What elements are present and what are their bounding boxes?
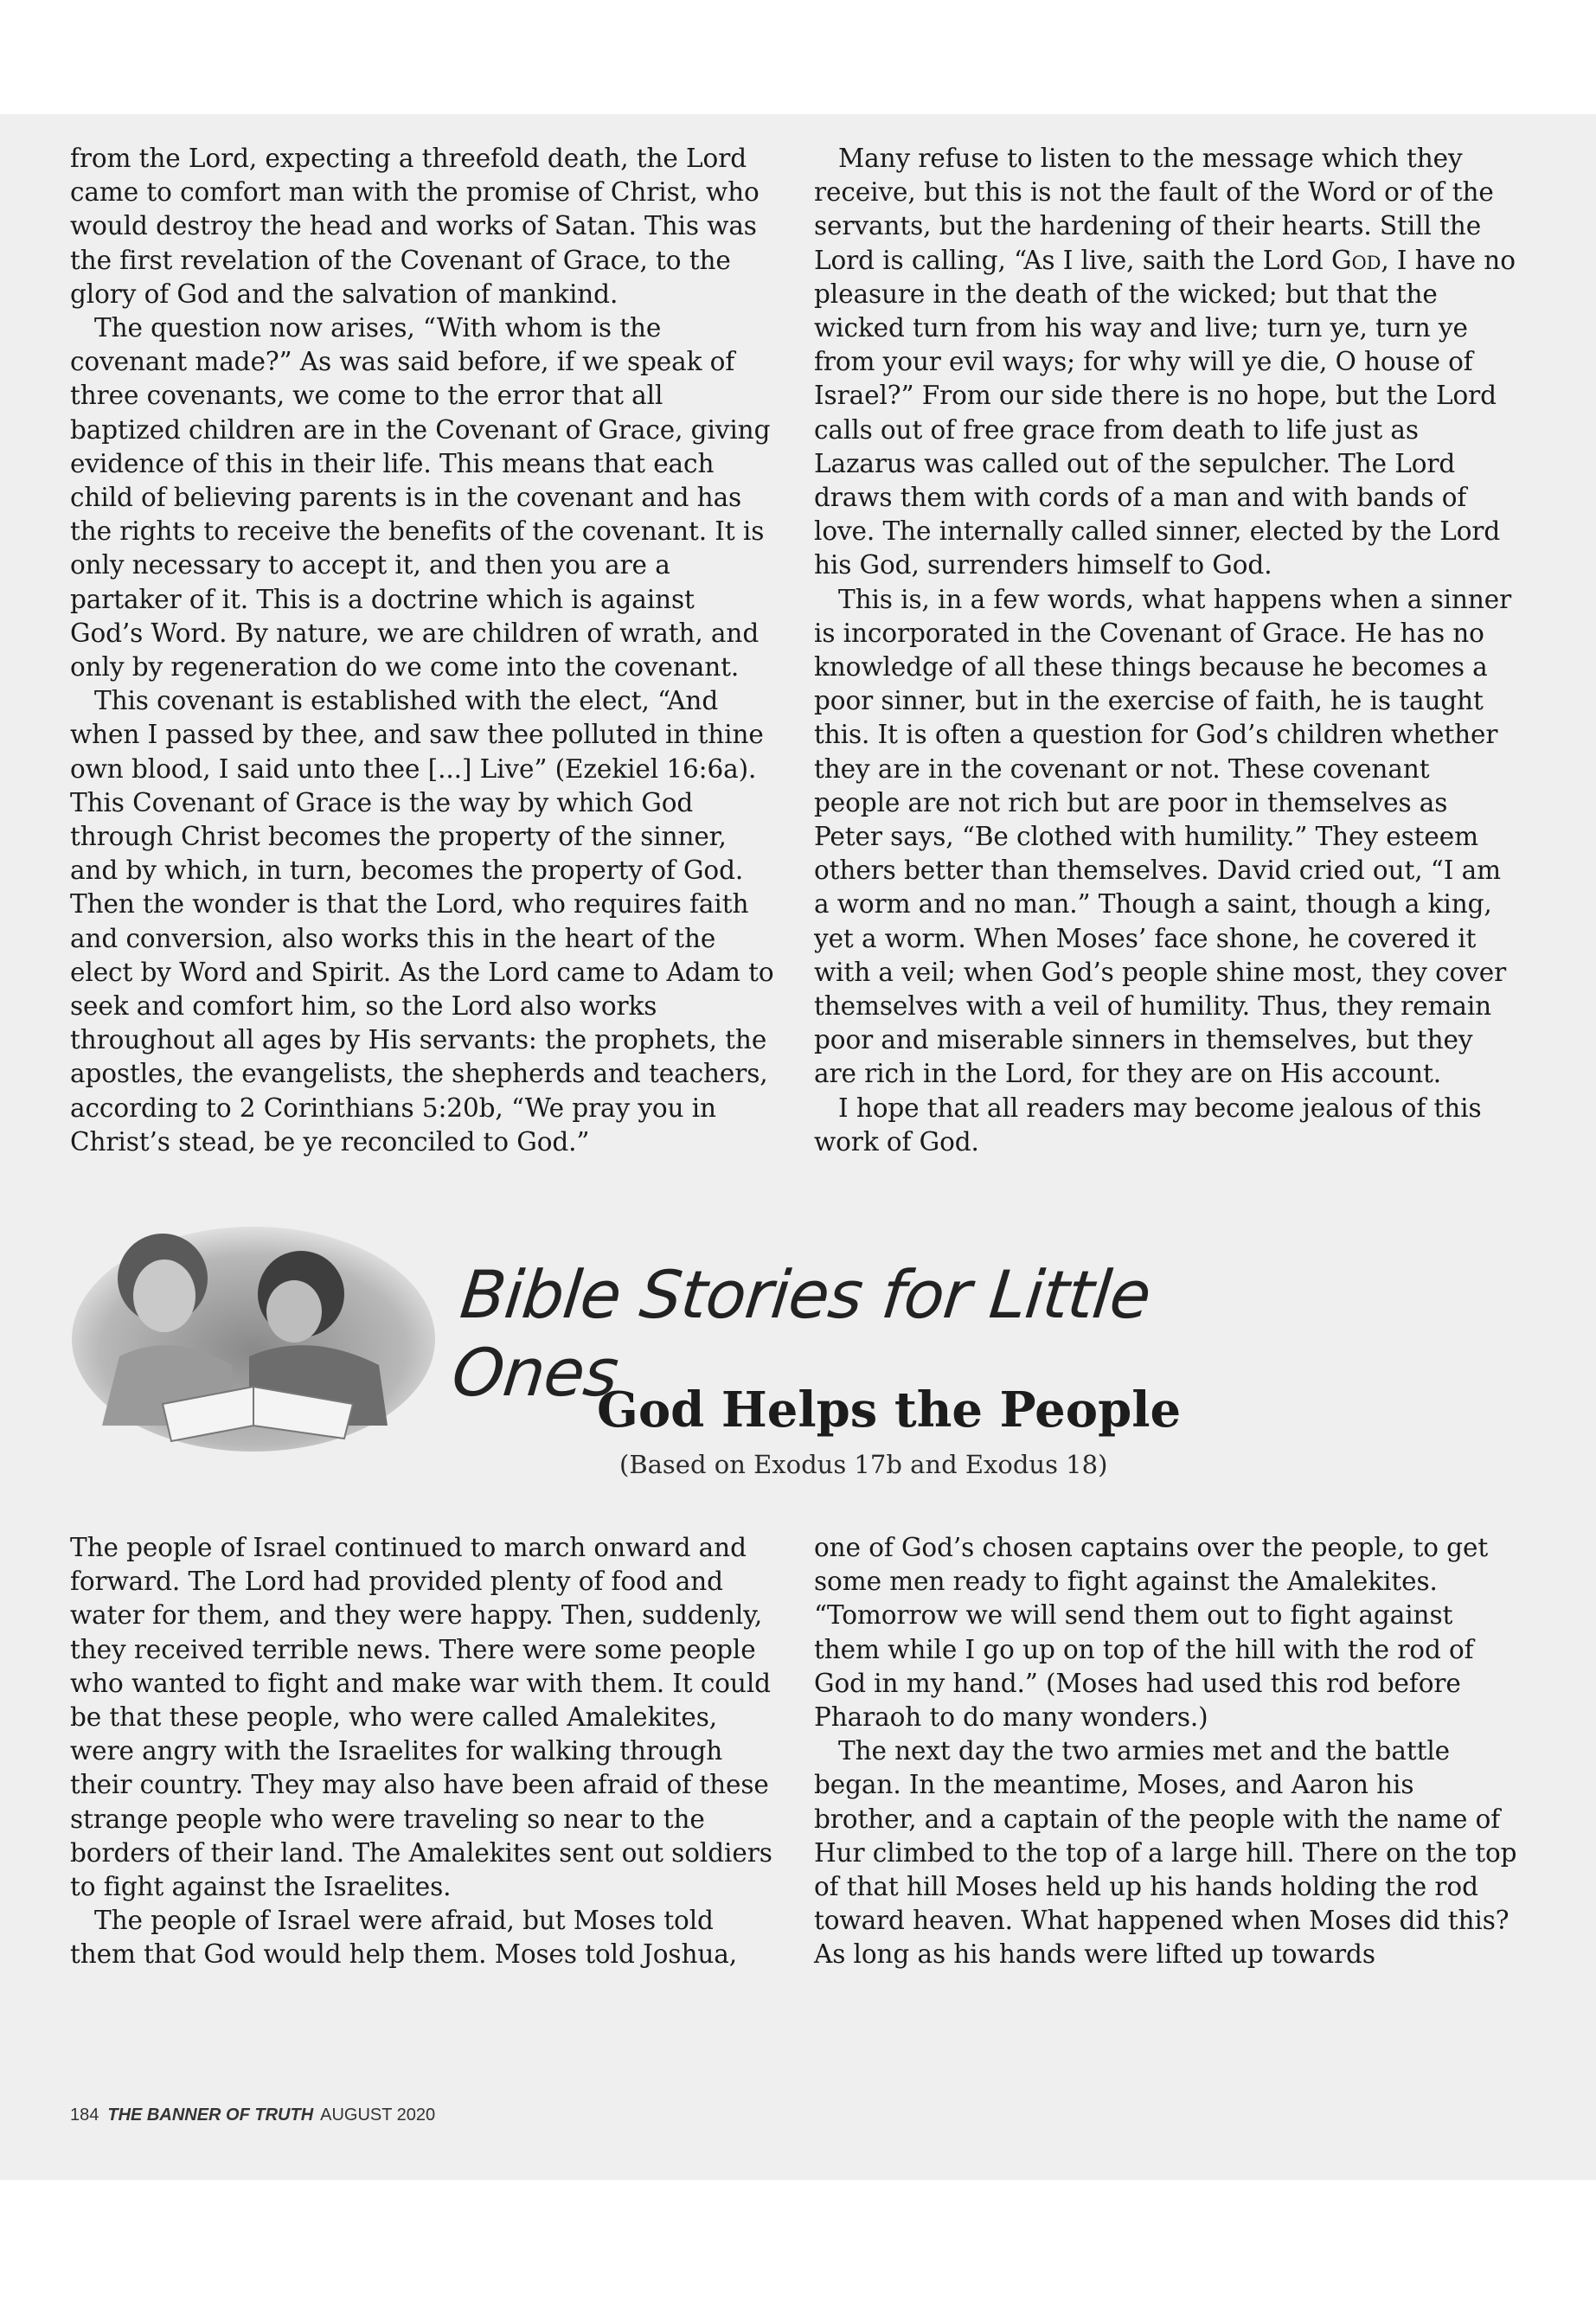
top-margin <box>0 0 1596 114</box>
children-reading-bible-photo <box>67 1218 439 1452</box>
story-paragraph: The next day the two armies met and the battle began. In the meantime, Moses, and Aaron his brother, and a captain of the people with the name of Hur climbed to the top of a large hill. There on the top of that hill Moses held up his hands holding the rod toward heaven. What happened when Moses did this? As long as his hands were lifted up towards <box>814 1736 1517 1970</box>
publication-name: THE BANNER OF TRUTH <box>107 2106 314 2125</box>
article-paragraph: from the Lord, expecting a threefold death, the Lord came to comfort man with the promise of Christ, who would destroy the head and works of Satan. This was the first revelation of the Covenant of Grace, to the glory of God and the salvation of mankind. <box>70 144 760 309</box>
story-left-column <box>70 1531 775 1972</box>
story-right-column <box>814 1531 1519 1972</box>
issue-date: AUGUST 2020 <box>320 2106 436 2125</box>
bottom-margin <box>0 2180 1596 2301</box>
story-paragraph: one of God’s chosen captains over the people, to get some men ready to fight against the Amalekites. “Tomorrow we will send them out to fight against them while I go up on top of the hill with the rod of God in my hand.” (Moses had used this rod before Pharaoh to do many wonders.) <box>814 1533 1489 1733</box>
small-caps-god: God <box>1331 245 1381 275</box>
article-paragraph: Many refuse to listen to the message which they receive, but this is not the fault of the Word or of the servants, but the hardening of their hearts. Still the Lord is calling, “As I live, saith the Lord God, I have no pleasure in the death of the wicked; but that the wicked turn from his way and live; turn ye, turn ye from your evil ways; for why will ye die, O house of Israel?” From our side there is no hope, but the Lord calls out of free grace from death to life just as Lazarus was called out of the sepulcher. The Lord draws them with cords of a man and with bands of love. The internally called sinner, elected by the Lord his God, surrenders himself to God. <box>814 144 1516 580</box>
page-footer <box>70 2104 849 2126</box>
article-right-column <box>814 142 1519 1159</box>
section-heading: Bible Stories for Little Ones <box>448 1256 1154 1411</box>
article-paragraph: The question now arises, “With whom is the covenant made?” As was said before, if we speak of three covenants, we come to the error that all baptized children are in the Covenant of Grace, giving evidence of this in their life. This means that each child of believing parents is in the covenant and has the rights to receive the benefits of the covenant. It is only necessary to accept it, and then you are a partaker of it. This is a doctrine which is against God’s Word. By nature, we are children of wrath, and only by regeneration do we come into the covenant. <box>70 313 771 683</box>
article-paragraph: I hope that all readers may become jealous of this work of God. <box>814 1093 1482 1157</box>
story-paragraph: The people of Israel were afraid, but Moses told them that God would help them. Moses told Joshua, <box>70 1906 738 1970</box>
article-paragraph: This covenant is established with the elect, “And when I passed by thee, and saw thee polluted in thine own blood, I said unto thee [...] Live” (Ezekiel 16:6a). This Covenant of Grace is the way by which God through Christ becomes the property of the sinner, and by which, in turn, becomes the property of God. Then the wonder is that the Lord, who requires faith and conversion, also works this in the heart of the elect by Word and Spirit. As the Lord came to Adam to seek and comfort him, so the Lord also works throughout all ages by His servants: the prophets, the apostles, the evangelists, the shepherds and teachers, according to 2 Corinthians 5:20b, “We pray you in Christ’s stead, be ye reconciled to God.” <box>70 686 774 1157</box>
article-paragraph: This is, in a few words, what happens when a sinner is incorporated in the Covenant of Grace. He has no knowledge of all these things because he becomes a poor sinner, but in the exercise of faith, he is taught this. It is often a question for God’s children whether they are in the covenant or not. These covenant people are not rich but are poor in themselves as Peter says, “Be clothed with humility.” They esteem others better than themselves. David cried out, “I am a worm and no man.” Though a saint, though a king, yet a worm. When Moses’ face shone, he covered it with a veil; when God’s people shine most, they cover themselves with a veil of humility. Thus, they remain poor and miserable sinners in themselves, but they are rich in the Lord, for they are on His account. <box>814 584 1512 1089</box>
story-title: God Helps the People <box>597 1381 1182 1439</box>
page-number: 184 <box>70 2106 99 2125</box>
story-paragraph: The people of Israel continued to march onward and forward. The Lord had provided plenty of food and water for them, and they were happy. Then, suddenly, they received terrible news. There were some people who wanted to fight and make war with them. It could be that these people, who were called Amalekites, were angry with the Israelites for walking through their country. They may also have been afraid of these strange people who were traveling so near to the borders of their land. The Amalekites sent out soldiers to fight against the Israelites. <box>70 1533 772 1902</box>
article-left-column <box>70 142 775 1159</box>
story-subtitle: (Based on Exodus 17b and Exodus 18) <box>619 1450 1108 1479</box>
